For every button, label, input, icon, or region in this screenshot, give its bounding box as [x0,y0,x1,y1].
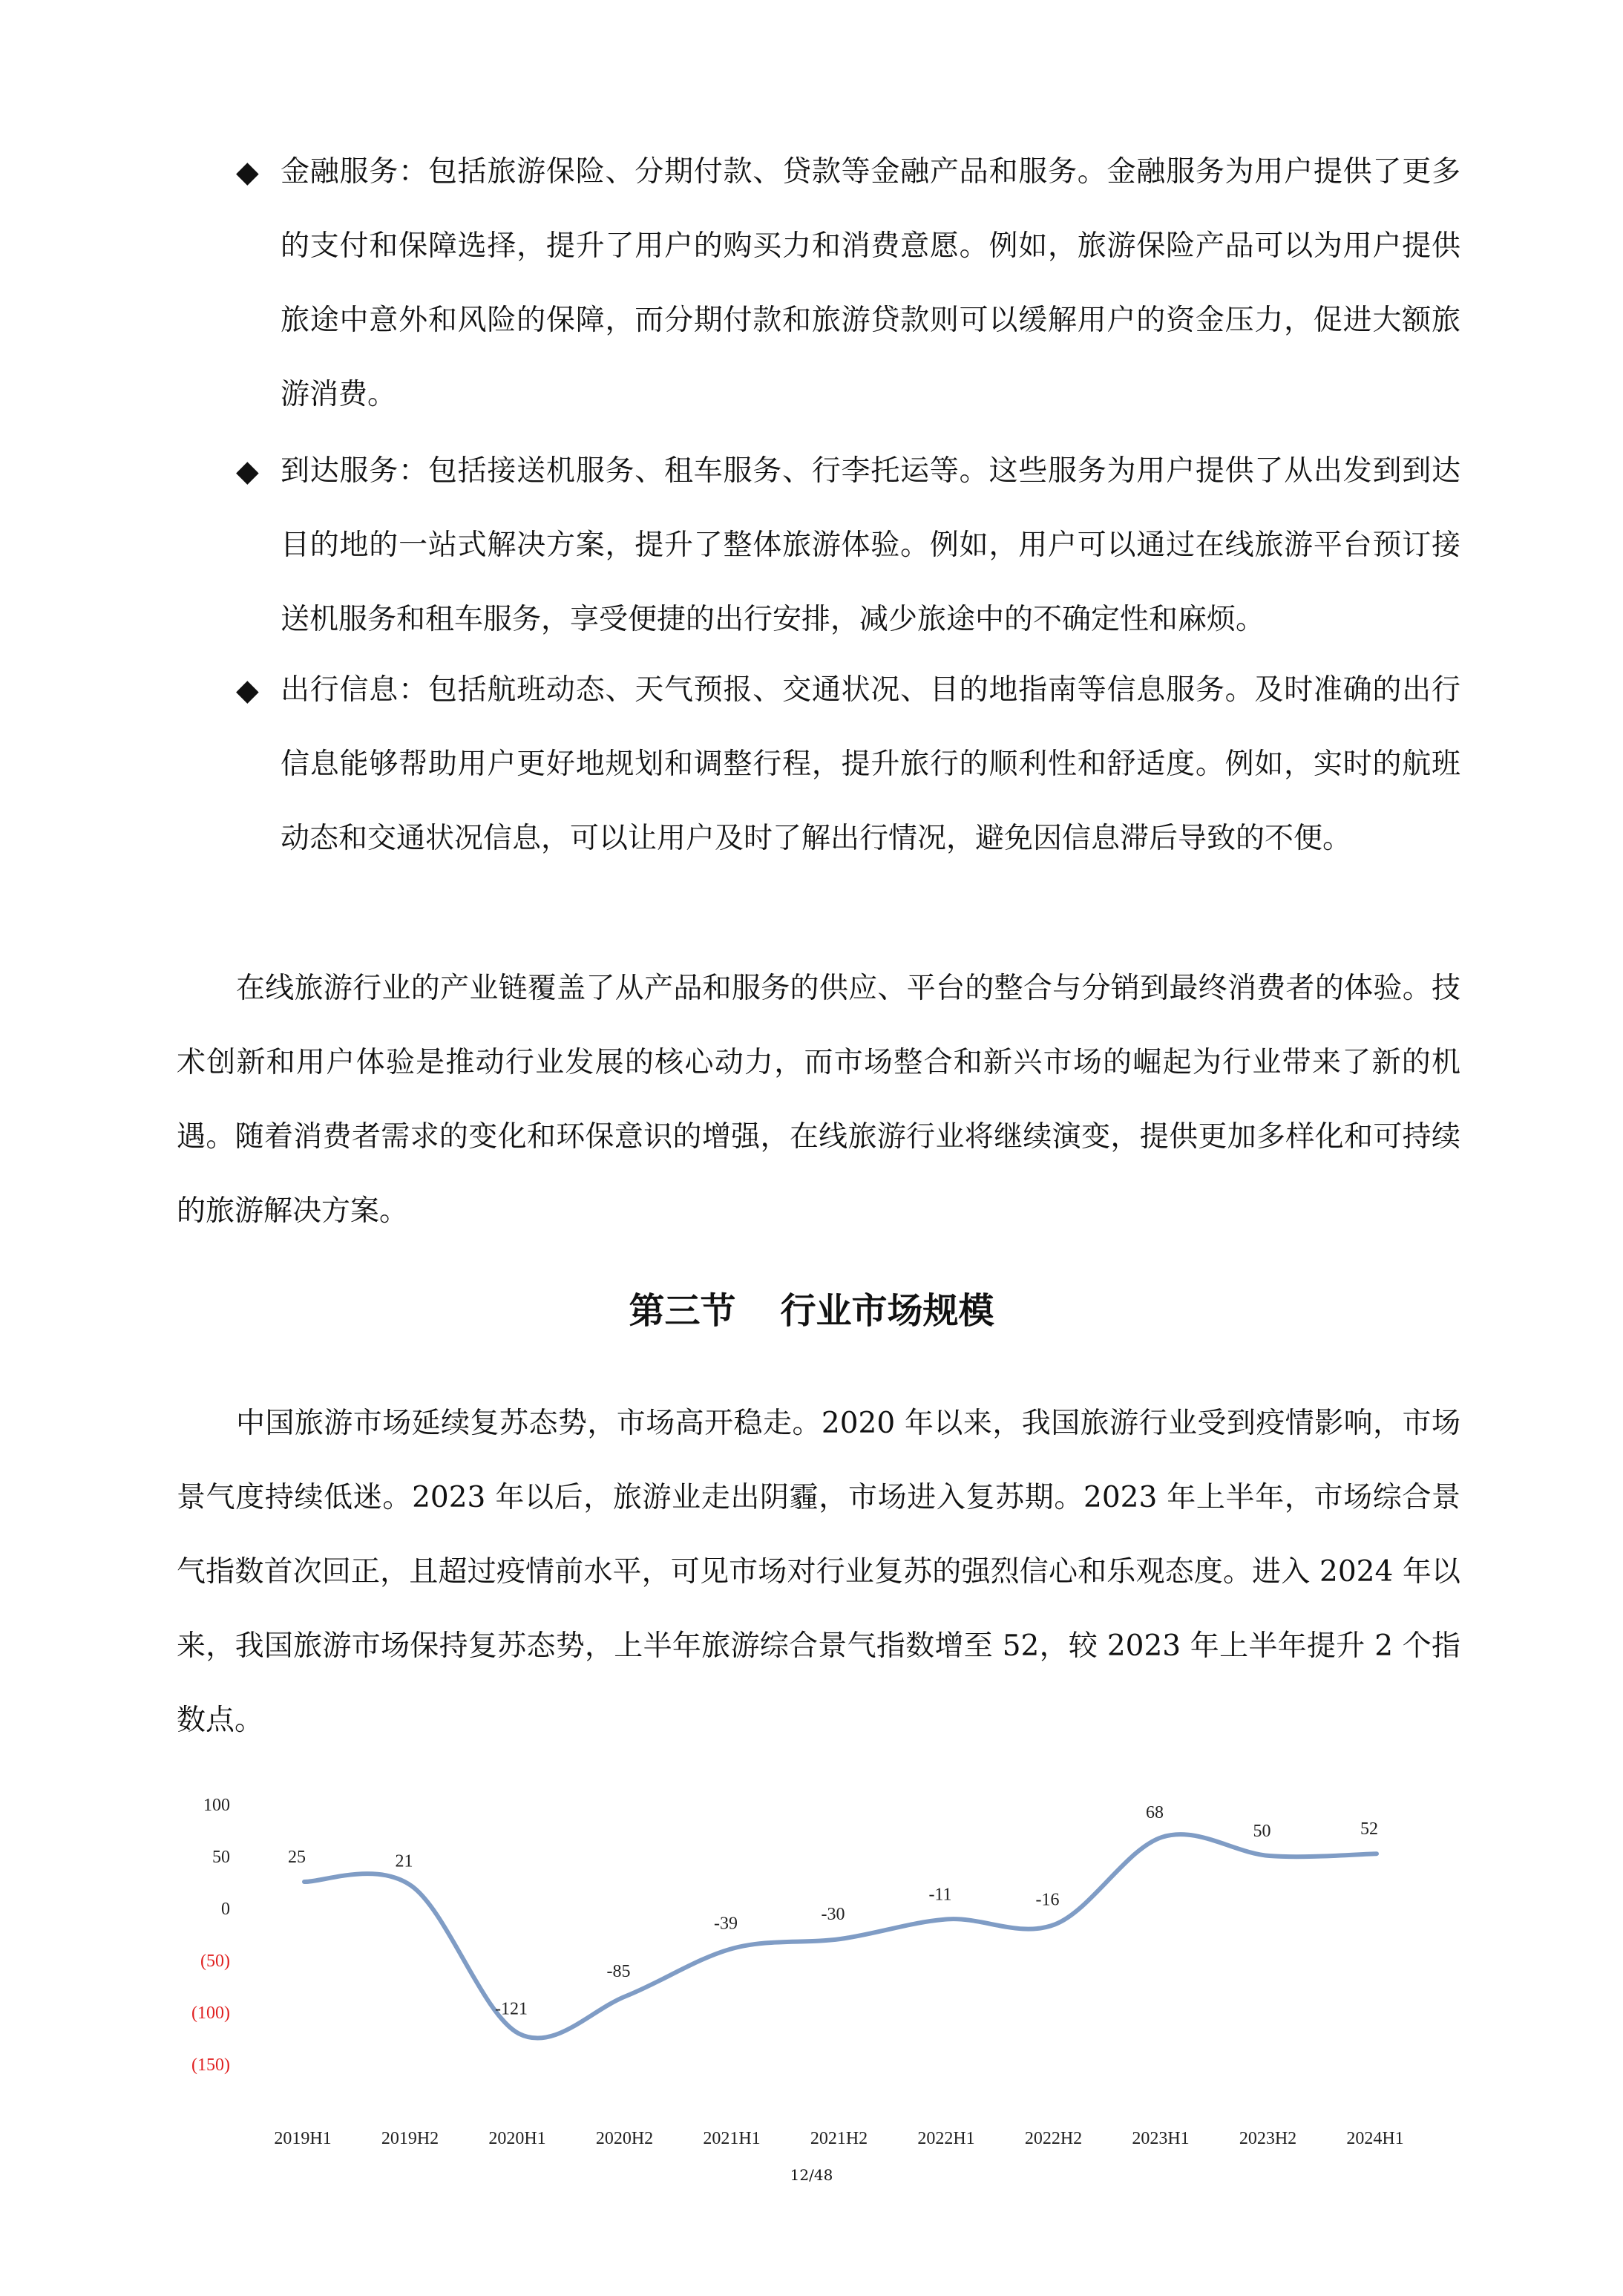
data-point [946,1917,949,1920]
y-tick-label: (150) [191,2055,230,2075]
x-tick-label: 2020H2 [595,2129,654,2148]
x-tick-label: 2022H1 [917,2129,975,2148]
x-tick-label: 2023H2 [1239,2129,1297,2148]
data-label: -16 [1035,1890,1060,1910]
data-point [410,1885,413,1888]
tourism-index-chart [148,1759,1484,2153]
x-tick-label: 2021H1 [703,2129,761,2148]
data-point [1375,1852,1378,1855]
bullet-text: 出行信息：包括航班动态、天气预报、交通状况、目的地指南等信息服务。及时准确的出行信息能够帮助用户更好地规划和调整行程，提升旅行的顺利性和舒适度。例如，实时的航班动态和交通状况信息，可以让用户及时了解出行情况，避免因信息滞后导致的不便。 [281,673,1460,855]
data-label: -85 [606,1962,631,1981]
x-tick-label: 2019H2 [381,2129,439,2148]
data-label: 25 [288,1848,306,1867]
data-label: -30 [821,1905,845,1924]
data-label: 21 [395,1851,413,1871]
y-tick-label: 50 [212,1848,230,1867]
x-tick-label: 2019H1 [274,2129,332,2148]
x-tick-label: 2023H1 [1132,2129,1190,2148]
data-point [839,1937,842,1940]
x-tick-label: 2020H1 [488,2129,546,2148]
section-title: 行业市场规模 [780,1290,994,1332]
x-tick-label: 2024H1 [1346,2129,1404,2148]
y-tick-label: 0 [221,1900,230,1919]
data-point [303,1880,306,1883]
bullet-arrival-services [236,434,1460,657]
bullet-text: 金融服务：包括旅游保险、分期付款、贷款等金融产品和服务。金融服务为用户提供了更多的支付和保障选择，提升了用户的购买力和消费意愿。例如，旅游保险产品可以为用户提供旅途中意外和风险的保障，而分期付款和旅游贷款则可以缓解用户的资金压力，促进大额旅游消费。 [281,155,1460,411]
bullet-text: 到达服务：包括接送机服务、租车服务、行李托运等。这些服务为用户提供了从出发到到达目的地的一站式解决方案，提升了整体旅游体验。例如，用户可以通过在线旅游平台预订接送机服务和租车服务，享受便捷的出行安排，减少旅途中的不确定性和麻烦。 [281,454,1460,636]
market-paragraph: 中国旅游市场延续复苏态势，市场高开稳走。2020 年以来，我国旅游行业受到疫情影响，市场景气度持续低迷。2023 年以后，旅游业走出阴霾，市场进入复苏期。2023 年上半年，市场综合景气指数首次回正，且超过疫情前水平，可见市场对行业复苏的强烈信心和乐观态度。进入 2024 年以来，我国旅游市场保持复苏态势，上半年旅游综合景气指数增至 52，较 2023 年上半年提升 2 个指数点。 [177,1407,1460,1737]
data-point [625,1995,628,1998]
summary-paragraph: 在线旅游行业的产业链覆盖了从产品和服务的供应、平台的整合与分销到最终消费者的体验。技术创新和用户体验是推动行业发展的核心动力，而市场整合和新兴市场的崛起为行业带来了新的机遇。随着消费者需求的变化和环保意识的增强，在线旅游行业将继续演变，提供更加多样化和可持续的旅游解决方案。 [177,972,1460,1228]
data-label: -121 [495,1999,528,2019]
data-label: 68 [1146,1802,1164,1822]
diamond-bullet-icon: ◆ [236,155,259,189]
diamond-bullet-icon: ◆ [236,454,259,488]
y-tick-label: 100 [203,1796,230,1815]
bullet-travel-info [236,653,1460,876]
y-tick-label: (50) [200,1952,230,1971]
x-tick-label: 2022H2 [1024,2129,1083,2148]
data-label: 52 [1360,1819,1378,1839]
line-chart [148,1759,1484,2153]
data-point [1054,1923,1057,1926]
page-number: 12/48 [790,2166,833,2184]
data-point [732,1947,735,1950]
data-point [517,2032,520,2035]
data-point [1268,1854,1271,1857]
bullet-financial-services [236,135,1460,432]
data-label: -11 [928,1885,952,1905]
section-number: 第三节 [629,1290,736,1332]
data-label: -39 [714,1914,738,1934]
data-point [1161,1836,1164,1839]
x-tick-label: 2021H2 [810,2129,868,2148]
series-line [304,1834,1377,2038]
y-tick-label: (100) [191,2004,230,2023]
section-heading [0,1274,1623,1348]
data-label: 50 [1253,1822,1271,1841]
diamond-bullet-icon: ◆ [236,673,259,707]
